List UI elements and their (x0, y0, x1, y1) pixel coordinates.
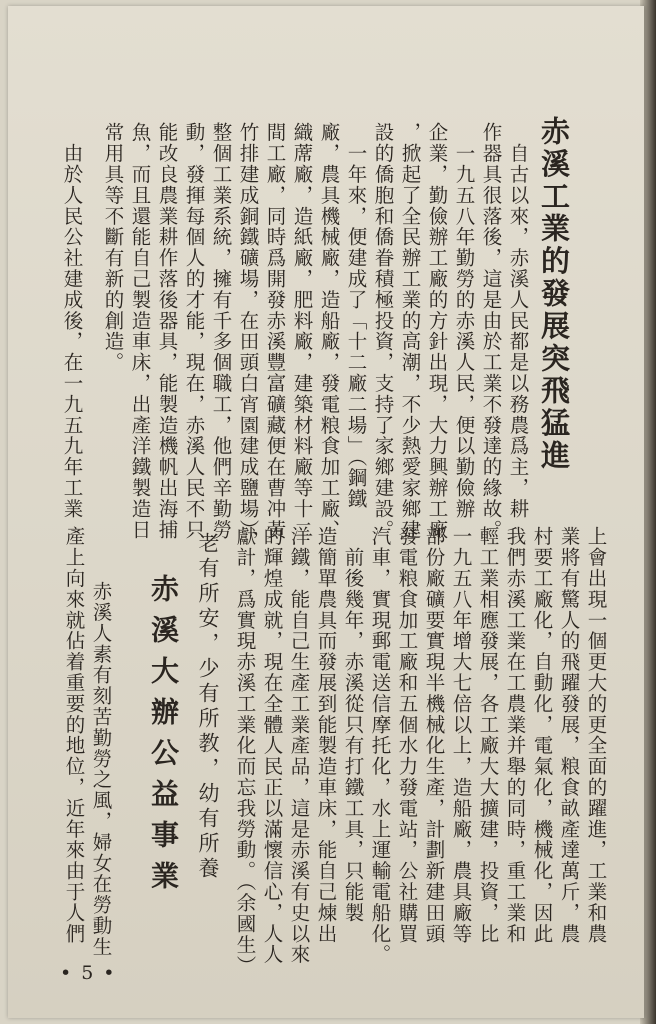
article1-line: 企業，勤儉辦工廠的方針出現，大力興辦工廠 (425, 122, 449, 540)
article1-cont-line: 上會出現一個更大的更全面的躍進，工業和農 (584, 526, 608, 944)
article1-cont-line: 我們赤溪工業在工農業并舉的同時，重工業和 (503, 526, 527, 944)
article1-cont-line: 村要工廠化，自動化，電氣化，機械化，因此 (530, 526, 554, 944)
article1-line: 作器具很落後，這是由於工業不發達的緣故。 (479, 122, 503, 540)
article1-cont-line: 造簡單農具而發展到能製造車床，能自己煉出 (314, 526, 338, 944)
article1-line: 一年來，便建成了「十二廠二場」（鋼鐵 (344, 122, 368, 510)
article1-line: 能改良農業耕作落後器具，能製造機帆出海捕 (155, 122, 179, 540)
article1-line: 織蓆廠，造紙廠，肥料廠，建築材料廠等十二 (290, 122, 314, 540)
article1-cont-line: 一九五八年增大七倍以上，造船廠，農具廠等 (449, 526, 473, 944)
article1-line: 間工廠，同時爲開發赤溪豐富礦藏便在曹冲黃 (263, 122, 287, 540)
article1-cont-line: 業將有驚人的飛躍發展，粮食畝產達萬斤，農 (557, 526, 581, 944)
article1-line: 魚，而且還能自己製造車床，出產洋鐵製造日 (128, 122, 152, 540)
article1-line: 一九五八年勤勞的赤溪人民，便以勤儉辦 (452, 122, 476, 520)
article1-cont-line: 汽車，實現郵電送信摩托化，水上運輸電船化。 (368, 526, 392, 965)
article1-cont-line: 部份廠礦要實現半機械化生產，計劃新建田頭 (422, 526, 446, 944)
article1-cont-line: 發電粮食加工廠和五個水力發電站，公社購買 (395, 526, 419, 944)
article1-cont-line: 獻計，爲實現赤溪工業化而忘我勞動。（余國生） (233, 526, 257, 977)
article2-subtitle: 老有所安，少有所教，幼有所養 (196, 532, 220, 882)
article1-cont-line: 前後幾年，赤溪從只有打鐵工具，只能製 (341, 526, 365, 924)
article2-line: 赤溪人素有刻苦勤勞之風，婦女在勞動生 (89, 560, 113, 958)
article1-cont-line: 輕工業相應發展，各工廠大大擴建，投資，比 (476, 526, 500, 944)
article1-line: 由於人民公社建成後，在一九五九年工業 (60, 122, 84, 520)
article1-title: 赤溪工業的發展突飛猛進 (537, 116, 571, 473)
article2-title: 赤溪大辦公益事業 (147, 574, 180, 902)
article1-line: 整個工業系統，擁有千多個職工，他們辛勤勞 (209, 122, 233, 540)
article2-line: 產上向來就佔着重要的地位，近年來由于人們 (62, 526, 86, 944)
article1-line: 竹排建成銅鐵礦場，在田頭白宵園建成鹽場）， (236, 122, 260, 552)
article1-cont-line: 的輝煌成就，現在全體人民正以滿懷信心，人人 (260, 526, 284, 965)
article1-line: 廠，農具機械廠，造船廠，發電粮食加工廠、 (317, 122, 341, 540)
article1-line: 自古以來，赤溪人民都是以務農爲主，耕 (506, 122, 530, 520)
article1-cont-line: 洋鐵，能自己生產工業產品，這是赤溪有史以來 (287, 526, 311, 965)
article1-line: 動，發揮每個人的才能，現在，赤溪人民不只 (182, 122, 206, 540)
page-number: •5• (60, 962, 125, 984)
article1-line: 常用具等不斷有新的創造。 (101, 122, 125, 373)
article1-line: ，掀起了全民辦工業的高潮，不少熱愛家鄉建 (398, 122, 422, 540)
article1-line: 設的僑胞和僑眷積極投資，支持了家鄉建設。 (371, 122, 395, 540)
